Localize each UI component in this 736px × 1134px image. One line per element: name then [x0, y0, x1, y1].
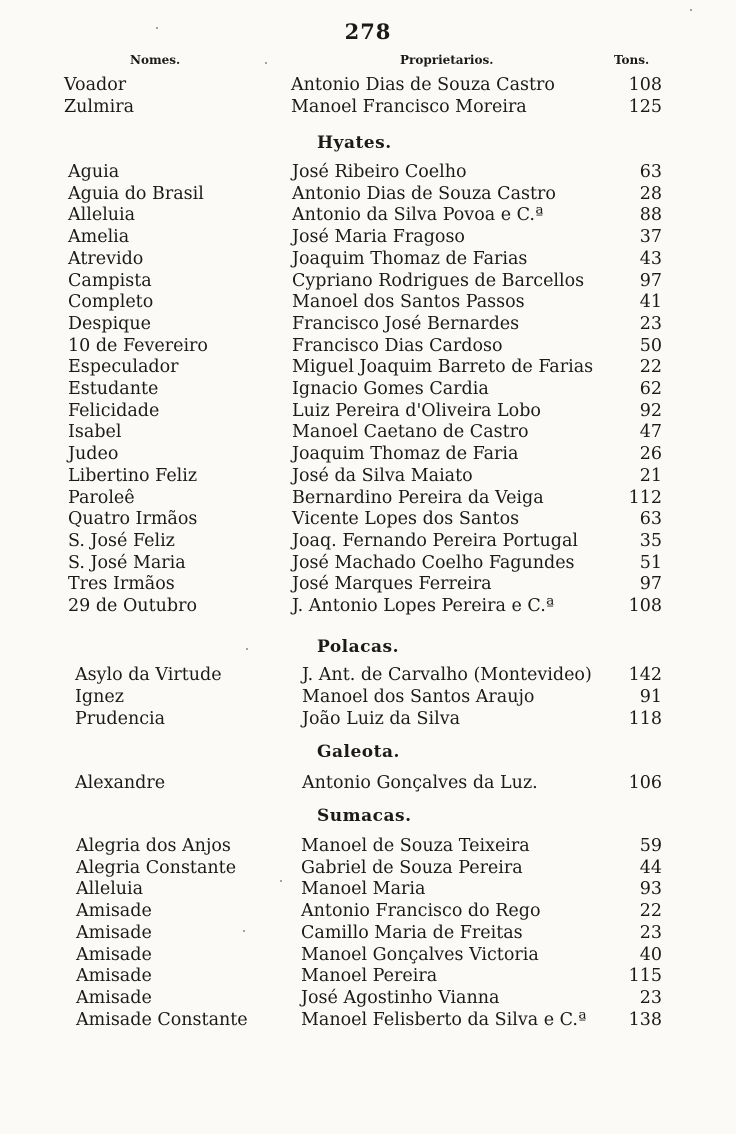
owner-name: Manoel dos Santos Passos	[292, 292, 525, 313]
owner-name: Joaquim Thomaz de Faria	[292, 444, 519, 465]
vessel-name: Asylo da Virtude	[75, 665, 222, 685]
owner-name: Manoel Pereira	[301, 966, 438, 987]
vessel-name: Amelia	[68, 227, 130, 248]
tonnage: 138	[628, 1009, 662, 1030]
register-row	[0, 443, 736, 465]
owner-name: J. Antonio Lopes Pereira e C.ª	[292, 596, 555, 616]
vessel-name: Amisade	[76, 901, 152, 922]
vessel-name: Alexandre	[75, 773, 166, 793]
owner-name: Gabriel de Souza Pereira	[301, 857, 523, 878]
vessel-name: Isabel	[68, 422, 122, 443]
tonnage: 23	[639, 313, 662, 334]
owner-name: Francisco Dias Cardoso	[292, 335, 503, 356]
register-row	[0, 465, 736, 487]
tonnage: 106	[628, 773, 662, 793]
vessel-name: 29 de Outubro	[68, 596, 197, 616]
vessel-name: 10 de Fevereiro	[68, 335, 208, 356]
section-heading: Polacas.	[317, 637, 399, 657]
register-row	[0, 291, 736, 313]
owner-name: Bernardino Pereira da Veiga	[292, 487, 544, 508]
register-row	[0, 944, 736, 966]
owner-name: Manoel Gonçalves Victoria	[301, 944, 539, 965]
tonnage: 118	[628, 708, 662, 729]
paper-speck	[243, 930, 245, 932]
tonnage: 23	[639, 922, 662, 943]
vessel-name: Atrevido	[68, 248, 144, 269]
page-number: 278	[344, 19, 392, 44]
register-row	[0, 900, 736, 922]
tonnage: 142	[628, 665, 662, 685]
owner-name: Ignacio Gomes Cardia	[292, 379, 489, 399]
register-row	[0, 708, 736, 730]
owner-name: Francisco José Bernardes	[292, 313, 520, 334]
register-row	[0, 857, 736, 879]
tonnage: 21	[639, 465, 662, 486]
tonnage: 41	[639, 292, 662, 313]
register-row	[0, 421, 736, 443]
register-row	[0, 226, 736, 248]
column-header-nomes: Nomes.	[130, 53, 181, 67]
register-row	[0, 987, 736, 1009]
vessel-name: Alegria dos Anjos	[76, 836, 231, 856]
owner-name: Camillo Maria de Freitas	[301, 922, 523, 943]
column-header-tons: Tons.	[614, 53, 650, 67]
register-row	[0, 487, 736, 509]
vessel-name: Judeo	[68, 444, 119, 465]
owner-name: Antonio Dias de Souza Castro	[292, 183, 556, 204]
register-row	[0, 922, 736, 944]
register-row	[0, 878, 736, 900]
owner-name: Antonio da Silva Povoa e C.ª	[292, 205, 544, 226]
tonnage: 22	[639, 901, 662, 922]
owner-name: Antonio Dias de Souza Castro	[291, 75, 555, 95]
tonnage: 92	[639, 400, 662, 421]
owner-name: Antonio Francisco do Rego	[301, 901, 541, 922]
vessel-name: Amisade	[76, 944, 152, 965]
tonnage: 22	[639, 357, 662, 378]
owner-name: Joaq. Fernando Pereira Portugal	[292, 530, 579, 551]
owner-name: José Maria Fragoso	[292, 227, 465, 248]
register-row	[0, 96, 736, 118]
tonnage: 125	[628, 96, 662, 117]
owner-name: José Agostinho Vianna	[301, 987, 500, 1008]
tonnage: 115	[628, 966, 662, 987]
vessel-name: Tres Irmãos	[68, 574, 175, 595]
tonnage: 63	[639, 162, 662, 182]
tonnage: 112	[628, 487, 662, 508]
vessel-name: Alleluia	[76, 879, 144, 900]
register-row	[0, 378, 736, 400]
owner-name: J. Ant. de Carvalho (Montevideo)	[302, 665, 592, 685]
tonnage: 63	[639, 509, 662, 530]
owner-name: Manoel dos Santos Araujo	[302, 686, 535, 707]
section-heading: Galeota.	[317, 742, 400, 762]
vessel-name: Estudante	[68, 379, 159, 399]
tonnage: 37	[639, 227, 662, 248]
vessel-name: Amisade	[76, 987, 152, 1008]
register-row	[0, 965, 736, 987]
register-row	[0, 74, 736, 96]
register-row	[0, 508, 736, 530]
vessel-name: Despique	[68, 313, 151, 334]
tonnage: 59	[639, 836, 662, 856]
tonnage: 40	[639, 944, 662, 965]
tonnage: 108	[628, 75, 662, 95]
register-row	[0, 183, 736, 205]
register-row	[0, 270, 736, 292]
column-header-proprietarios: Proprietarios.	[400, 53, 494, 67]
vessel-name: Quatro Irmãos	[68, 509, 198, 530]
paper-speck	[246, 648, 248, 650]
register-row	[0, 552, 736, 574]
section-heading: Hyates.	[317, 133, 392, 153]
register-row	[0, 313, 736, 335]
vessel-name: Amisade	[76, 966, 152, 987]
register-row	[0, 595, 736, 617]
paper-speck	[265, 62, 267, 64]
tonnage: 43	[639, 248, 662, 269]
tonnage: 108	[628, 596, 662, 616]
tonnage: 28	[639, 183, 662, 204]
owner-name: Manoel Felisberto da Silva e C.ª	[301, 1009, 587, 1030]
vessel-name: Aguia	[68, 162, 120, 182]
tonnage: 23	[639, 987, 662, 1008]
owner-name: Joaquim Thomaz de Farias	[292, 248, 528, 269]
owner-name: Manoel Francisco Moreira	[291, 96, 527, 117]
owner-name: José Marques Ferreira	[292, 574, 492, 595]
owner-name: Manoel Maria	[301, 879, 426, 900]
tonnage: 50	[639, 335, 662, 356]
tonnage: 91	[639, 686, 662, 707]
vessel-name: Felicidade	[68, 400, 160, 421]
owner-name: Manoel Caetano de Castro	[292, 422, 529, 443]
tonnage: 97	[639, 574, 662, 595]
owner-name: Miguel Joaquim Barreto de Farias	[292, 357, 594, 378]
register-row	[0, 573, 736, 595]
register-row	[0, 772, 736, 794]
vessel-name: Zulmira	[64, 96, 135, 117]
vessel-name: Prudencia	[75, 708, 166, 729]
register-row	[0, 400, 736, 422]
owner-name: Vicente Lopes dos Santos	[292, 509, 520, 530]
vessel-name: Libertino Feliz	[68, 465, 198, 486]
tonnage: 26	[639, 444, 662, 465]
register-row	[0, 686, 736, 708]
tonnage: 35	[639, 530, 662, 551]
tonnage: 93	[639, 879, 662, 900]
owner-name: José Ribeiro Coelho	[292, 162, 467, 182]
vessel-name: Alleluia	[68, 205, 136, 226]
tonnage: 88	[639, 205, 662, 226]
vessel-name: Campista	[68, 270, 152, 291]
register-row	[0, 530, 736, 552]
vessel-name: S. José Feliz	[68, 530, 175, 551]
paper-speck	[690, 9, 692, 11]
register-row	[0, 356, 736, 378]
paper-speck	[280, 880, 282, 882]
register-row	[0, 664, 736, 686]
owner-name: Luiz Pereira d'Oliveira Lobo	[292, 400, 541, 421]
vessel-name: S. José Maria	[68, 552, 186, 573]
owner-name: João Luiz da Silva	[302, 708, 461, 729]
register-row	[0, 835, 736, 857]
vessel-name: Especulador	[68, 357, 179, 378]
owner-name: José Machado Coelho Fagundes	[292, 552, 575, 573]
tonnage: 47	[639, 422, 662, 443]
vessel-name: Voador	[64, 75, 127, 95]
register-row	[0, 1009, 736, 1031]
section-heading: Sumacas.	[317, 806, 412, 826]
vessel-name: Amisade	[76, 922, 152, 943]
register-row	[0, 204, 736, 226]
register-row	[0, 161, 736, 183]
vessel-name: Paroleê	[68, 487, 135, 508]
tonnage: 51	[639, 552, 662, 573]
owner-name: Manoel de Souza Teixeira	[301, 836, 530, 856]
vessel-name: Aguia do Brasil	[68, 183, 204, 204]
register-row	[0, 248, 736, 270]
vessel-name: Alegria Constante	[76, 857, 237, 878]
owner-name: Antonio Gonçalves da Luz.	[302, 773, 538, 793]
tonnage: 44	[639, 857, 662, 878]
owner-name: José da Silva Maiato	[292, 465, 473, 486]
register-row	[0, 335, 736, 357]
owner-name: Cypriano Rodrigues de Barcellos	[292, 270, 585, 291]
vessel-name: Completo	[68, 292, 154, 313]
vessel-name: Amisade Constante	[76, 1009, 248, 1030]
tonnage: 62	[639, 379, 662, 399]
tonnage: 97	[639, 270, 662, 291]
vessel-name: Ignez	[75, 686, 124, 707]
paper-speck	[156, 27, 158, 29]
